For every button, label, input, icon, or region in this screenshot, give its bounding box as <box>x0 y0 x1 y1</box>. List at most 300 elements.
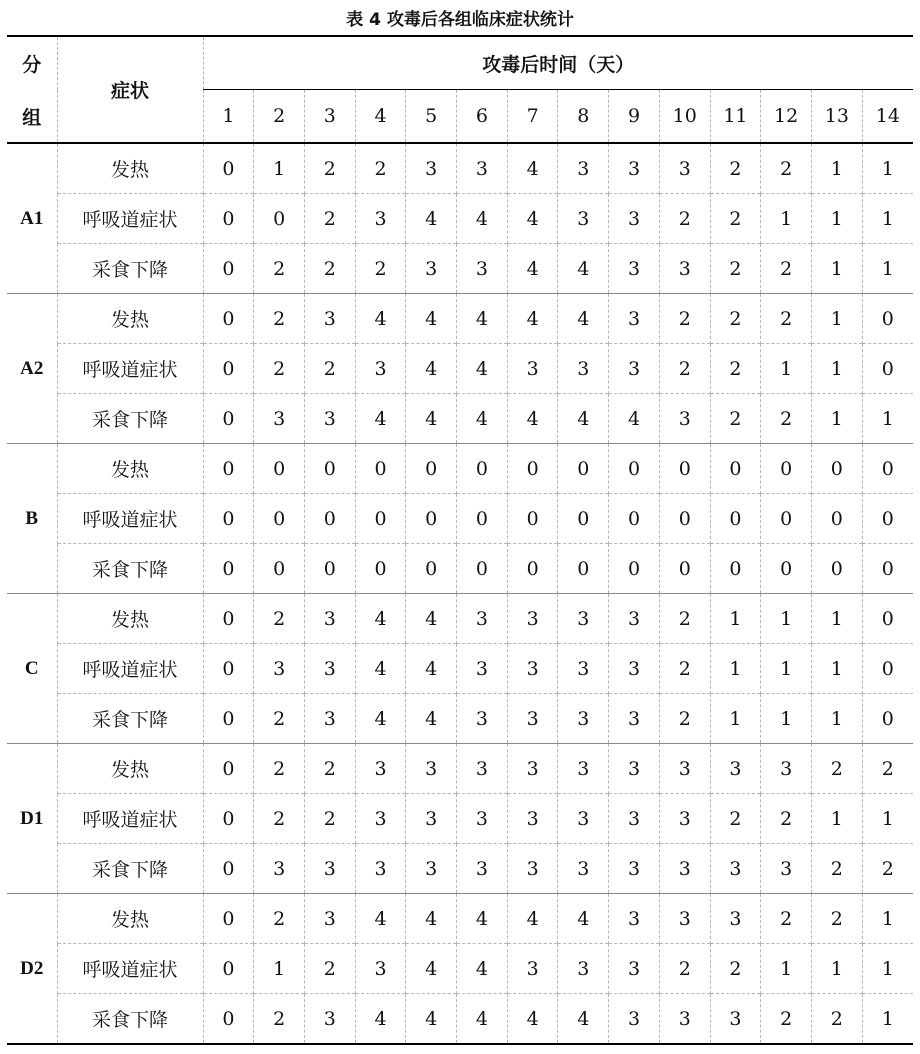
score-cell: 2 <box>761 994 812 1045</box>
score-cell: 4 <box>406 394 457 444</box>
score-cell: 3 <box>558 194 609 244</box>
score-cell: 3 <box>710 744 761 794</box>
table-row <box>7 494 913 544</box>
score-cell: 0 <box>203 744 254 794</box>
score-cell: 2 <box>812 994 863 1045</box>
score-cell: 2 <box>710 394 761 444</box>
score-cell: 2 <box>659 344 710 394</box>
score-cell: 0 <box>254 194 305 244</box>
score-cell: 3 <box>507 794 558 844</box>
score-cell: 1 <box>812 794 863 844</box>
score-cell: 3 <box>659 844 710 894</box>
score-cell: 2 <box>761 244 812 294</box>
score-cell: 2 <box>710 944 761 994</box>
score-cell: 4 <box>558 994 609 1045</box>
score-cell: 4 <box>406 194 457 244</box>
table-row <box>7 944 913 994</box>
symptom-cell: 发热 <box>57 894 203 944</box>
score-cell: 3 <box>304 594 355 644</box>
score-cell: 4 <box>507 394 558 444</box>
score-cell: 1 <box>862 143 913 194</box>
day-header-cell: 6 <box>457 90 508 144</box>
score-cell: 3 <box>609 944 660 994</box>
score-cell: 0 <box>862 644 913 694</box>
score-cell: 0 <box>406 494 457 544</box>
score-cell: 1 <box>254 143 305 194</box>
table-row <box>7 994 913 1045</box>
score-cell: 1 <box>812 594 863 644</box>
score-cell: 3 <box>710 844 761 894</box>
score-cell: 3 <box>457 794 508 844</box>
score-cell: 0 <box>558 544 609 594</box>
symptom-cell: 发热 <box>57 444 203 494</box>
score-cell: 0 <box>203 344 254 394</box>
group-name-cell: B <box>7 444 57 594</box>
score-cell: 2 <box>761 294 812 344</box>
table-row <box>7 194 913 244</box>
score-cell: 4 <box>457 294 508 344</box>
score-cell: 1 <box>254 944 305 994</box>
score-cell: 4 <box>507 143 558 194</box>
group-header <box>7 36 57 143</box>
score-cell: 3 <box>507 694 558 744</box>
score-cell: 2 <box>355 244 406 294</box>
score-cell: 1 <box>710 694 761 744</box>
score-cell: 1 <box>710 644 761 694</box>
day-header-cell: 10 <box>659 90 710 144</box>
score-cell: 0 <box>254 544 305 594</box>
score-cell: 0 <box>862 494 913 544</box>
symptom-table <box>7 35 913 1045</box>
score-cell: 2 <box>710 143 761 194</box>
score-cell: 0 <box>862 344 913 394</box>
score-cell: 4 <box>406 344 457 394</box>
score-cell: 3 <box>659 244 710 294</box>
score-cell: 3 <box>457 143 508 194</box>
score-cell: 0 <box>406 444 457 494</box>
symptom-header: 症状 <box>57 36 203 143</box>
score-cell: 2 <box>659 294 710 344</box>
score-cell: 1 <box>862 194 913 244</box>
score-cell: 3 <box>304 994 355 1045</box>
score-cell: 2 <box>254 694 305 744</box>
score-cell: 2 <box>710 194 761 244</box>
score-cell: 0 <box>203 143 254 194</box>
day-header-cell: 11 <box>710 90 761 144</box>
score-cell: 0 <box>203 944 254 994</box>
score-cell: 1 <box>812 694 863 744</box>
score-cell: 3 <box>761 744 812 794</box>
score-cell: 4 <box>507 994 558 1045</box>
score-cell: 3 <box>304 394 355 444</box>
score-cell: 3 <box>710 894 761 944</box>
score-cell: 2 <box>254 594 305 644</box>
score-cell: 0 <box>203 544 254 594</box>
score-cell: 0 <box>254 494 305 544</box>
score-cell: 3 <box>254 394 305 444</box>
score-cell: 2 <box>304 344 355 394</box>
score-cell: 3 <box>659 394 710 444</box>
table-row <box>7 444 913 494</box>
score-cell: 0 <box>203 394 254 444</box>
score-cell: 3 <box>609 244 660 294</box>
score-cell: 3 <box>304 894 355 944</box>
score-cell: 3 <box>406 844 457 894</box>
score-cell: 4 <box>457 344 508 394</box>
symptom-cell: 呼吸道症状 <box>57 944 203 994</box>
score-cell: 2 <box>862 844 913 894</box>
score-cell: 0 <box>355 544 406 594</box>
score-cell: 3 <box>507 644 558 694</box>
score-cell: 2 <box>862 744 913 794</box>
score-cell: 0 <box>609 494 660 544</box>
score-cell: 1 <box>862 994 913 1045</box>
score-cell: 0 <box>457 544 508 594</box>
score-cell: 0 <box>609 544 660 594</box>
score-cell: 1 <box>761 944 812 994</box>
score-cell: 3 <box>304 644 355 694</box>
score-cell: 1 <box>761 194 812 244</box>
group-header-top: 分 <box>22 53 42 76</box>
score-cell: 3 <box>609 844 660 894</box>
score-cell: 4 <box>558 244 609 294</box>
score-cell: 3 <box>457 644 508 694</box>
score-cell: 0 <box>203 994 254 1045</box>
table-row <box>7 644 913 694</box>
score-cell: 3 <box>304 844 355 894</box>
score-cell: 2 <box>304 794 355 844</box>
score-cell: 2 <box>254 744 305 794</box>
score-cell: 0 <box>457 444 508 494</box>
score-cell: 1 <box>710 594 761 644</box>
score-cell: 3 <box>659 143 710 194</box>
score-cell: 3 <box>558 594 609 644</box>
score-cell: 3 <box>304 694 355 744</box>
score-cell: 2 <box>812 894 863 944</box>
score-cell: 2 <box>761 143 812 194</box>
score-cell: 3 <box>355 944 406 994</box>
score-cell: 0 <box>659 494 710 544</box>
score-cell: 3 <box>507 594 558 644</box>
score-cell: 4 <box>355 394 406 444</box>
score-cell: 2 <box>304 944 355 994</box>
day-header-cell: 7 <box>507 90 558 144</box>
score-cell: 0 <box>254 444 305 494</box>
score-cell: 4 <box>457 194 508 244</box>
score-cell: 2 <box>304 744 355 794</box>
day-header-cell: 9 <box>609 90 660 144</box>
score-cell: 3 <box>558 143 609 194</box>
table-row <box>7 344 913 394</box>
score-cell: 4 <box>355 894 406 944</box>
score-cell: 3 <box>355 744 406 794</box>
score-cell: 1 <box>761 594 812 644</box>
score-cell: 2 <box>710 344 761 394</box>
score-cell: 3 <box>355 844 406 894</box>
time-header: 攻毒后时间（天） <box>203 36 913 90</box>
score-cell: 0 <box>355 494 406 544</box>
score-cell: 0 <box>710 444 761 494</box>
score-cell: 3 <box>558 744 609 794</box>
score-cell: 0 <box>558 494 609 544</box>
score-cell: 2 <box>659 644 710 694</box>
score-cell: 2 <box>659 694 710 744</box>
score-cell: 0 <box>304 444 355 494</box>
score-cell: 0 <box>507 544 558 594</box>
score-cell: 0 <box>710 494 761 544</box>
score-cell: 4 <box>457 944 508 994</box>
table-caption: 表 4 攻毒后各组临床症状统计 <box>346 10 574 30</box>
score-cell: 0 <box>812 544 863 594</box>
table-row <box>7 694 913 744</box>
score-cell: 3 <box>457 694 508 744</box>
score-cell: 3 <box>659 894 710 944</box>
score-cell: 0 <box>761 544 812 594</box>
score-cell: 4 <box>406 944 457 994</box>
score-cell: 4 <box>355 294 406 344</box>
score-cell: 3 <box>558 344 609 394</box>
score-cell: 0 <box>203 294 254 344</box>
score-cell: 0 <box>203 694 254 744</box>
day-header-cell: 14 <box>862 90 913 144</box>
score-cell: 3 <box>406 794 457 844</box>
score-cell: 0 <box>710 544 761 594</box>
score-cell: 2 <box>254 894 305 944</box>
group-name-cell: A2 <box>7 294 57 444</box>
score-cell: 2 <box>304 244 355 294</box>
score-cell: 3 <box>355 194 406 244</box>
score-cell: 3 <box>609 744 660 794</box>
score-cell: 0 <box>862 544 913 594</box>
symptom-cell: 呼吸道症状 <box>57 644 203 694</box>
score-cell: 0 <box>761 494 812 544</box>
score-cell: 2 <box>761 794 812 844</box>
score-cell: 0 <box>203 194 254 244</box>
symptom-cell: 发热 <box>57 294 203 344</box>
score-cell: 2 <box>761 394 812 444</box>
score-cell: 0 <box>659 544 710 594</box>
score-cell: 4 <box>507 894 558 944</box>
score-cell: 3 <box>609 644 660 694</box>
score-cell: 1 <box>862 794 913 844</box>
score-cell: 4 <box>355 994 406 1045</box>
score-cell: 3 <box>609 194 660 244</box>
score-cell: 0 <box>203 494 254 544</box>
day-header-cell: 12 <box>761 90 812 144</box>
score-cell: 2 <box>812 844 863 894</box>
score-cell: 0 <box>203 794 254 844</box>
score-cell: 3 <box>355 794 406 844</box>
score-cell: 3 <box>507 344 558 394</box>
score-cell: 0 <box>507 444 558 494</box>
score-cell: 2 <box>659 594 710 644</box>
score-cell: 1 <box>862 944 913 994</box>
score-cell: 4 <box>406 994 457 1045</box>
score-cell: 4 <box>355 644 406 694</box>
score-cell: 4 <box>406 594 457 644</box>
symptom-cell: 采食下降 <box>57 694 203 744</box>
table-row <box>7 394 913 444</box>
score-cell: 3 <box>558 644 609 694</box>
score-cell: 3 <box>406 744 457 794</box>
table-row <box>7 894 913 944</box>
score-cell: 3 <box>507 944 558 994</box>
score-cell: 4 <box>406 294 457 344</box>
score-cell: 3 <box>406 244 457 294</box>
symptom-cell: 呼吸道症状 <box>57 344 203 394</box>
score-cell: 4 <box>406 894 457 944</box>
score-cell: 1 <box>812 394 863 444</box>
symptom-cell: 采食下降 <box>57 544 203 594</box>
score-cell: 3 <box>659 994 710 1045</box>
score-cell: 0 <box>862 294 913 344</box>
score-cell: 3 <box>558 844 609 894</box>
table-row <box>7 143 913 194</box>
score-cell: 4 <box>406 694 457 744</box>
score-cell: 1 <box>812 143 863 194</box>
score-cell: 4 <box>558 894 609 944</box>
score-cell: 3 <box>254 844 305 894</box>
score-cell: 3 <box>558 794 609 844</box>
symptom-cell: 采食下降 <box>57 394 203 444</box>
score-cell: 3 <box>609 894 660 944</box>
score-cell: 0 <box>862 444 913 494</box>
day-header-cell: 2 <box>254 90 305 144</box>
score-cell: 3 <box>710 994 761 1045</box>
score-cell: 2 <box>659 944 710 994</box>
score-cell: 0 <box>761 444 812 494</box>
score-cell: 0 <box>406 544 457 594</box>
score-cell: 3 <box>558 944 609 994</box>
score-cell: 0 <box>203 844 254 894</box>
group-name-cell: A1 <box>7 143 57 294</box>
score-cell: 4 <box>457 994 508 1045</box>
score-cell: 4 <box>558 394 609 444</box>
score-cell: 2 <box>761 894 812 944</box>
score-cell: 4 <box>457 894 508 944</box>
score-cell: 0 <box>862 594 913 644</box>
score-cell: 3 <box>507 744 558 794</box>
score-cell: 2 <box>254 244 305 294</box>
score-cell: 0 <box>812 444 863 494</box>
symptom-cell: 呼吸道症状 <box>57 494 203 544</box>
score-cell: 3 <box>609 794 660 844</box>
score-cell: 3 <box>609 694 660 744</box>
score-cell: 4 <box>558 294 609 344</box>
score-cell: 3 <box>609 594 660 644</box>
score-cell: 0 <box>812 494 863 544</box>
symptom-cell: 呼吸道症状 <box>57 194 203 244</box>
score-cell: 4 <box>507 194 558 244</box>
score-cell: 3 <box>355 344 406 394</box>
day-header-cell: 1 <box>203 90 254 144</box>
score-cell: 2 <box>254 794 305 844</box>
group-name-cell: D1 <box>7 744 57 894</box>
score-cell: 3 <box>609 344 660 394</box>
score-cell: 3 <box>609 294 660 344</box>
score-cell: 4 <box>457 394 508 444</box>
table-row <box>7 744 913 794</box>
table-row <box>7 794 913 844</box>
score-cell: 3 <box>406 143 457 194</box>
score-cell: 1 <box>812 294 863 344</box>
score-cell: 3 <box>609 143 660 194</box>
score-cell: 2 <box>710 244 761 294</box>
score-cell: 3 <box>254 644 305 694</box>
score-cell: 3 <box>761 844 812 894</box>
table-body <box>7 143 913 1044</box>
symptom-cell: 采食下降 <box>57 244 203 294</box>
score-cell: 1 <box>862 394 913 444</box>
score-cell: 1 <box>761 344 812 394</box>
table-row <box>7 244 913 294</box>
score-cell: 0 <box>457 494 508 544</box>
score-cell: 4 <box>355 594 406 644</box>
score-cell: 3 <box>507 844 558 894</box>
score-cell: 2 <box>355 143 406 194</box>
score-cell: 0 <box>203 594 254 644</box>
score-cell: 0 <box>203 894 254 944</box>
score-cell: 0 <box>304 494 355 544</box>
score-cell: 0 <box>659 444 710 494</box>
day-header-cell: 8 <box>558 90 609 144</box>
score-cell: 0 <box>609 444 660 494</box>
score-cell: 2 <box>812 744 863 794</box>
group-header-bottom: 组 <box>22 106 42 129</box>
score-cell: 3 <box>659 794 710 844</box>
symptom-cell: 呼吸道症状 <box>57 794 203 844</box>
score-cell: 1 <box>862 894 913 944</box>
score-cell: 4 <box>507 294 558 344</box>
score-cell: 2 <box>659 194 710 244</box>
score-cell: 0 <box>203 644 254 694</box>
score-cell: 1 <box>761 694 812 744</box>
score-cell: 0 <box>304 544 355 594</box>
score-cell: 3 <box>659 744 710 794</box>
score-cell: 0 <box>203 244 254 294</box>
score-cell: 3 <box>457 244 508 294</box>
score-cell: 2 <box>304 143 355 194</box>
score-cell: 3 <box>457 744 508 794</box>
day-header-cell: 4 <box>355 90 406 144</box>
score-cell: 1 <box>812 194 863 244</box>
symptom-cell: 发热 <box>57 744 203 794</box>
score-cell: 4 <box>355 694 406 744</box>
table-row <box>7 844 913 894</box>
symptom-cell: 发热 <box>57 143 203 194</box>
day-header-cell: 3 <box>304 90 355 144</box>
score-cell: 2 <box>710 294 761 344</box>
score-cell: 1 <box>812 644 863 694</box>
score-cell: 3 <box>304 294 355 344</box>
table-row <box>7 594 913 644</box>
score-cell: 4 <box>609 394 660 444</box>
score-cell: 3 <box>457 844 508 894</box>
score-cell: 0 <box>862 694 913 744</box>
score-cell: 1 <box>812 944 863 994</box>
score-cell: 1 <box>862 244 913 294</box>
score-cell: 2 <box>304 194 355 244</box>
day-header-cell: 5 <box>406 90 457 144</box>
score-cell: 4 <box>507 244 558 294</box>
group-name-cell: C <box>7 594 57 744</box>
symptom-cell: 发热 <box>57 594 203 644</box>
score-cell: 3 <box>457 594 508 644</box>
score-cell: 0 <box>355 444 406 494</box>
score-cell: 1 <box>812 344 863 394</box>
score-cell: 2 <box>710 794 761 844</box>
score-cell: 3 <box>609 994 660 1045</box>
